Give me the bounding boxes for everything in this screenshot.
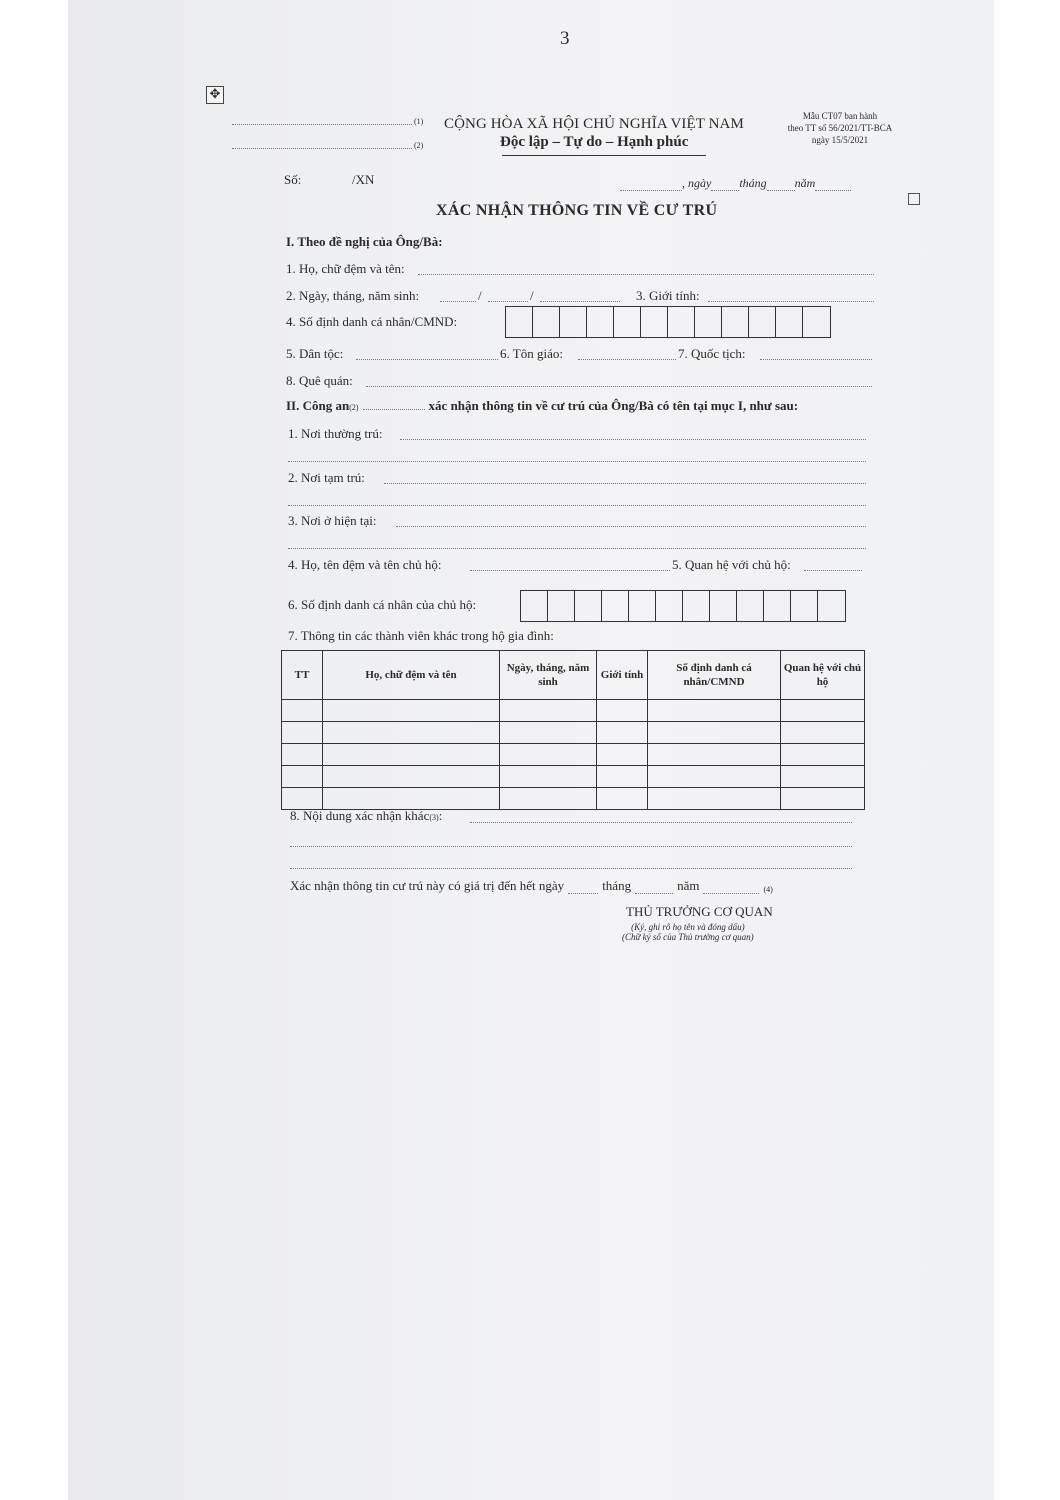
other-content-text: 8. Nội dung xác nhận khác [290, 808, 430, 823]
col-name: Họ, chữ đệm và tên [323, 651, 500, 700]
head-id-box[interactable] [521, 591, 548, 621]
other-content-field-3[interactable] [290, 868, 852, 869]
temporary-residence-field-2[interactable] [288, 505, 866, 506]
head-id-box[interactable] [602, 591, 629, 621]
signature-subtitle [622, 922, 754, 942]
signature-sub-1: (Ký, ghi rõ họ tên và đóng dấu) [631, 922, 745, 932]
motto: Độc lập – Tự do – Hạnh phúc [500, 134, 689, 150]
table-row [282, 766, 865, 788]
table-cell[interactable] [648, 722, 781, 744]
dob-day[interactable] [440, 301, 476, 302]
table-cell[interactable] [500, 788, 597, 810]
household-head-id-label: 6. Số định danh cá nhân của chủ hộ: [288, 597, 477, 612]
dob-sep-1: / [478, 288, 482, 303]
table-cell[interactable] [500, 722, 597, 744]
table-cell[interactable] [597, 766, 648, 788]
current-residence-field[interactable] [396, 526, 866, 527]
field-gender[interactable] [708, 301, 874, 302]
table-cell[interactable] [648, 744, 781, 766]
head-id-box[interactable] [737, 591, 764, 621]
id-box[interactable] [722, 307, 749, 337]
signature-sub-2: (Chữ ký số của Thủ trưởng cơ quan) [622, 932, 754, 942]
checkbox[interactable] [908, 193, 920, 205]
id-box[interactable] [803, 307, 830, 337]
dob-year[interactable] [540, 301, 620, 302]
table-cell[interactable] [781, 766, 865, 788]
table-header-row [282, 651, 865, 700]
table-cell[interactable] [781, 744, 865, 766]
form-ref-line-2: theo TT số 56/2021/TT-BCA [787, 123, 893, 133]
date-thang-label: tháng [739, 176, 767, 190]
section-2-heading-b: xác nhận thông tin về cư trú của Ông/Bà có tên tại mục I, như sau: [428, 398, 799, 413]
permanent-residence-field-2[interactable] [288, 461, 866, 462]
move-icon[interactable]: ✥ [206, 86, 224, 104]
table-cell[interactable] [648, 788, 781, 810]
table-cell[interactable] [500, 700, 597, 722]
id-box[interactable] [668, 307, 695, 337]
table-cell[interactable] [597, 788, 648, 810]
table-cell[interactable] [781, 722, 865, 744]
table-row [282, 700, 865, 722]
table-cell[interactable] [597, 700, 648, 722]
field-nationality[interactable] [760, 359, 872, 360]
month-field[interactable] [767, 190, 795, 191]
table-cell[interactable] [323, 766, 500, 788]
current-residence-label: 3. Nơi ở hiện tại: [288, 513, 377, 528]
validity-year[interactable] [703, 893, 759, 894]
dob-month[interactable] [488, 301, 528, 302]
other-content-sup: (3) [429, 813, 439, 822]
section-2-sup: (2) [349, 403, 359, 412]
agency-line-2[interactable] [232, 148, 412, 149]
temporary-residence-label: 2. Nơi tạm trú: [288, 470, 365, 485]
table-cell[interactable] [500, 744, 597, 766]
head-id-box[interactable] [710, 591, 737, 621]
table-cell[interactable] [500, 766, 597, 788]
field-gender-label: 3. Giới tính: [636, 288, 700, 303]
id-box[interactable] [533, 307, 560, 337]
members-label: 7. Thông tin các thành viên khác trong hộ gia đình: [288, 628, 554, 643]
table-cell[interactable] [648, 766, 781, 788]
form-reference [770, 110, 910, 146]
day-field[interactable] [711, 190, 739, 191]
id-box[interactable] [641, 307, 668, 337]
motto-underline [502, 155, 706, 156]
head-id-box[interactable] [818, 591, 845, 621]
police-unit-field[interactable] [363, 409, 425, 410]
table-row [282, 788, 865, 810]
head-id-box[interactable] [575, 591, 602, 621]
id-box[interactable] [614, 307, 641, 337]
table-cell[interactable] [597, 744, 648, 766]
household-head-label: 4. Họ, tên đệm và tên chủ hộ: [288, 557, 442, 572]
so-label: Số: [284, 172, 302, 187]
table-cell[interactable] [282, 722, 323, 744]
col-relation: Quan hệ với chủ hộ [781, 651, 865, 700]
document-title: XÁC NHẬN THÔNG TIN VỀ CƯ TRÚ [436, 202, 718, 219]
validity-month[interactable] [635, 893, 673, 894]
current-residence-field-2[interactable] [288, 548, 866, 549]
validity-text: Xác nhận thông tin cư trú này có giá trị đến hết ngày [290, 878, 565, 893]
validity-line [290, 878, 773, 894]
id-box[interactable] [560, 307, 587, 337]
other-content-label: 8. Nội dung xác nhận khác (3) : [290, 808, 443, 823]
field-ethnicity-label: 5. Dân tộc: [286, 346, 344, 361]
table-cell[interactable] [648, 700, 781, 722]
field-id-label: 4. Số định danh cá nhân/CMND: [286, 314, 458, 329]
table-cell[interactable] [323, 744, 500, 766]
field-nationality-label: 7. Quốc tịch: [678, 346, 746, 361]
field-id-boxes[interactable] [505, 306, 831, 338]
head-id-box[interactable] [764, 591, 791, 621]
household-head-id-boxes[interactable] [520, 590, 846, 622]
table-cell[interactable] [781, 788, 865, 810]
field-ethnicity[interactable] [356, 359, 498, 360]
id-box[interactable] [749, 307, 776, 337]
id-box[interactable] [587, 307, 614, 337]
place-field[interactable] [620, 190, 682, 191]
year-field[interactable] [815, 190, 851, 191]
table-cell[interactable] [323, 700, 500, 722]
agency-line-1[interactable] [232, 124, 412, 125]
dob-sep-2: / [530, 288, 534, 303]
table-row [282, 722, 865, 744]
mark-1: (1) [414, 117, 424, 126]
validity-thang-label: tháng [602, 878, 632, 893]
background-left [0, 0, 68, 1500]
field-religion-label: 6. Tôn giáo: [500, 346, 563, 361]
id-box[interactable] [506, 307, 533, 337]
form-ref-line-3: ngày 15/5/2021 [811, 135, 869, 145]
table-cell[interactable] [282, 766, 323, 788]
country-title: CỘNG HÒA XÃ HỘI CHỦ NGHĨA VIỆT NAM [444, 116, 744, 132]
form-ref-line-1: Mẫu CT07 ban hành [802, 111, 878, 121]
table-cell[interactable] [282, 788, 323, 810]
relation-field[interactable] [804, 570, 862, 571]
head-id-box[interactable] [791, 591, 818, 621]
household-head-field[interactable] [470, 570, 670, 571]
validity-day[interactable] [568, 893, 598, 894]
validity-sup: (4) [763, 885, 773, 894]
members-table [281, 650, 865, 810]
mark-2: (2) [414, 141, 424, 150]
other-content-field-2[interactable] [290, 846, 852, 847]
field-hometown-label: 8. Quê quán: [286, 373, 353, 388]
table-row [282, 744, 865, 766]
section-2-heading [286, 398, 798, 414]
col-id: Số định danh cá nhân/CMND [648, 651, 781, 700]
background-right [994, 0, 1060, 1500]
table-cell[interactable] [781, 700, 865, 722]
id-box[interactable] [776, 307, 803, 337]
permanent-residence-label: 1. Nơi thường trú: [288, 426, 383, 441]
table-cell[interactable] [597, 722, 648, 744]
section-1-heading: I. Theo đề nghị của Ông/Bà: [286, 234, 443, 249]
field-religion[interactable] [578, 359, 676, 360]
other-content-field[interactable] [470, 822, 852, 823]
temporary-residence-field[interactable] [384, 483, 866, 484]
so-suffix: /XN [352, 172, 375, 187]
section-2-heading-a: II. Công an [286, 398, 350, 413]
date-line [620, 176, 851, 191]
relation-label: 5. Quan hệ với chủ hộ: [672, 557, 791, 572]
date-nam-label: năm [794, 176, 816, 190]
table-cell[interactable] [323, 788, 500, 810]
page-number: 3 [560, 28, 570, 49]
field-fullname[interactable] [418, 274, 874, 275]
table-cell[interactable] [323, 722, 500, 744]
field-fullname-label: 1. Họ, chữ đệm và tên: [286, 261, 405, 276]
permanent-residence-field[interactable] [400, 439, 866, 440]
head-id-box[interactable] [548, 591, 575, 621]
field-hometown[interactable] [366, 386, 872, 387]
head-id-box[interactable] [629, 591, 656, 621]
head-id-box[interactable] [683, 591, 710, 621]
table-cell[interactable] [282, 744, 323, 766]
col-dob: Ngày, tháng, năm sinh [500, 651, 597, 700]
col-tt: TT [282, 651, 323, 700]
signature-title: THỦ TRƯỞNG CƠ QUAN [626, 904, 773, 919]
validity-nam-label: năm [677, 878, 700, 893]
date-ngay-label: , ngày [682, 176, 712, 190]
field-dob-label: 2. Ngày, tháng, năm sinh: [286, 288, 420, 303]
col-gender: Giới tính [597, 651, 648, 700]
head-id-box[interactable] [656, 591, 683, 621]
table-cell[interactable] [282, 700, 323, 722]
id-box[interactable] [695, 307, 722, 337]
